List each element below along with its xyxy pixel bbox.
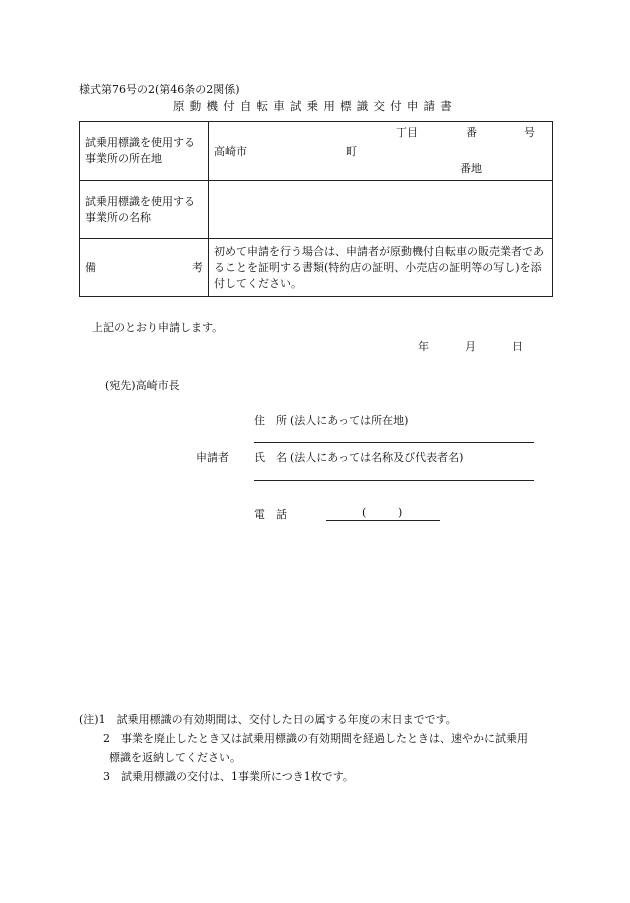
note-item: 3 試乗用標識の交付は、1事業所につき1枚です。 <box>103 770 354 783</box>
city-text: 高崎市 <box>214 145 247 158</box>
application-table <box>79 121 553 297</box>
note-item: 2 事業を廃止したとき又は試乗用標識の有効期間を経過したときは、速やかに試乗用 <box>103 732 528 745</box>
remarks-label-left: 備 <box>85 260 96 274</box>
phone-label: 電 話 <box>254 508 287 521</box>
year-label: 年 <box>418 340 429 353</box>
business-name-label: 試乗用標識を使用する事業所の名称 <box>80 181 209 239</box>
address-label: 住 所 <box>254 414 287 427</box>
ban-text: 番 <box>466 126 477 139</box>
table-row-remarks <box>80 239 553 297</box>
name-note: (法人にあっては名称及び代表者名) <box>290 451 464 464</box>
recipient: (宛先)高崎市長 <box>105 379 180 392</box>
address-line[interactable] <box>254 442 534 443</box>
chome-text: 丁目 <box>396 126 418 139</box>
notes-prefix: (注) <box>79 713 99 726</box>
name-label: 氏 名 <box>254 451 287 464</box>
location-label: 試乗用標識を使用する事業所の所在地 <box>80 122 209 181</box>
remarks-text: 初めて申請を行う場合は、申請者が原動機付自転車の販売業者であることを証明する書類(特約店の証明、小売店の証明等の写し)を添付してください。 <box>209 239 553 297</box>
table-row-name <box>80 181 553 239</box>
location-field[interactable] <box>209 122 553 181</box>
notes <box>79 710 528 786</box>
statement: 上記のとおり申請します。 <box>92 321 224 334</box>
name-line[interactable] <box>254 480 534 481</box>
remarks-label <box>80 239 209 297</box>
form-title: 原動機付自転車試乗用標識交付申請書 <box>173 99 457 113</box>
applicant-label: 申請者 <box>196 451 229 464</box>
address-note: (法人にあっては所在地) <box>290 414 409 427</box>
machi-text: 町 <box>346 145 357 158</box>
note-item: 標識を返納してください。 <box>109 751 241 764</box>
banchi-text: 番地 <box>460 162 482 175</box>
note-item: 1 試乗用標識の有効期間は、交付した日の属する年度の末日までです。 <box>98 713 457 726</box>
form-number: 様式第76号の2(第46条の2関係) <box>79 83 240 96</box>
day-label: 日 <box>512 340 523 353</box>
month-label: 月 <box>465 340 476 353</box>
table-row-location <box>80 122 553 181</box>
phone-field[interactable] <box>326 506 440 521</box>
business-name-field[interactable] <box>209 181 553 239</box>
remarks-label-right: 考 <box>192 260 203 274</box>
phone-close-paren: ) <box>398 506 403 519</box>
phone-open-paren: ( <box>362 506 367 519</box>
go-text: 号 <box>524 126 535 139</box>
